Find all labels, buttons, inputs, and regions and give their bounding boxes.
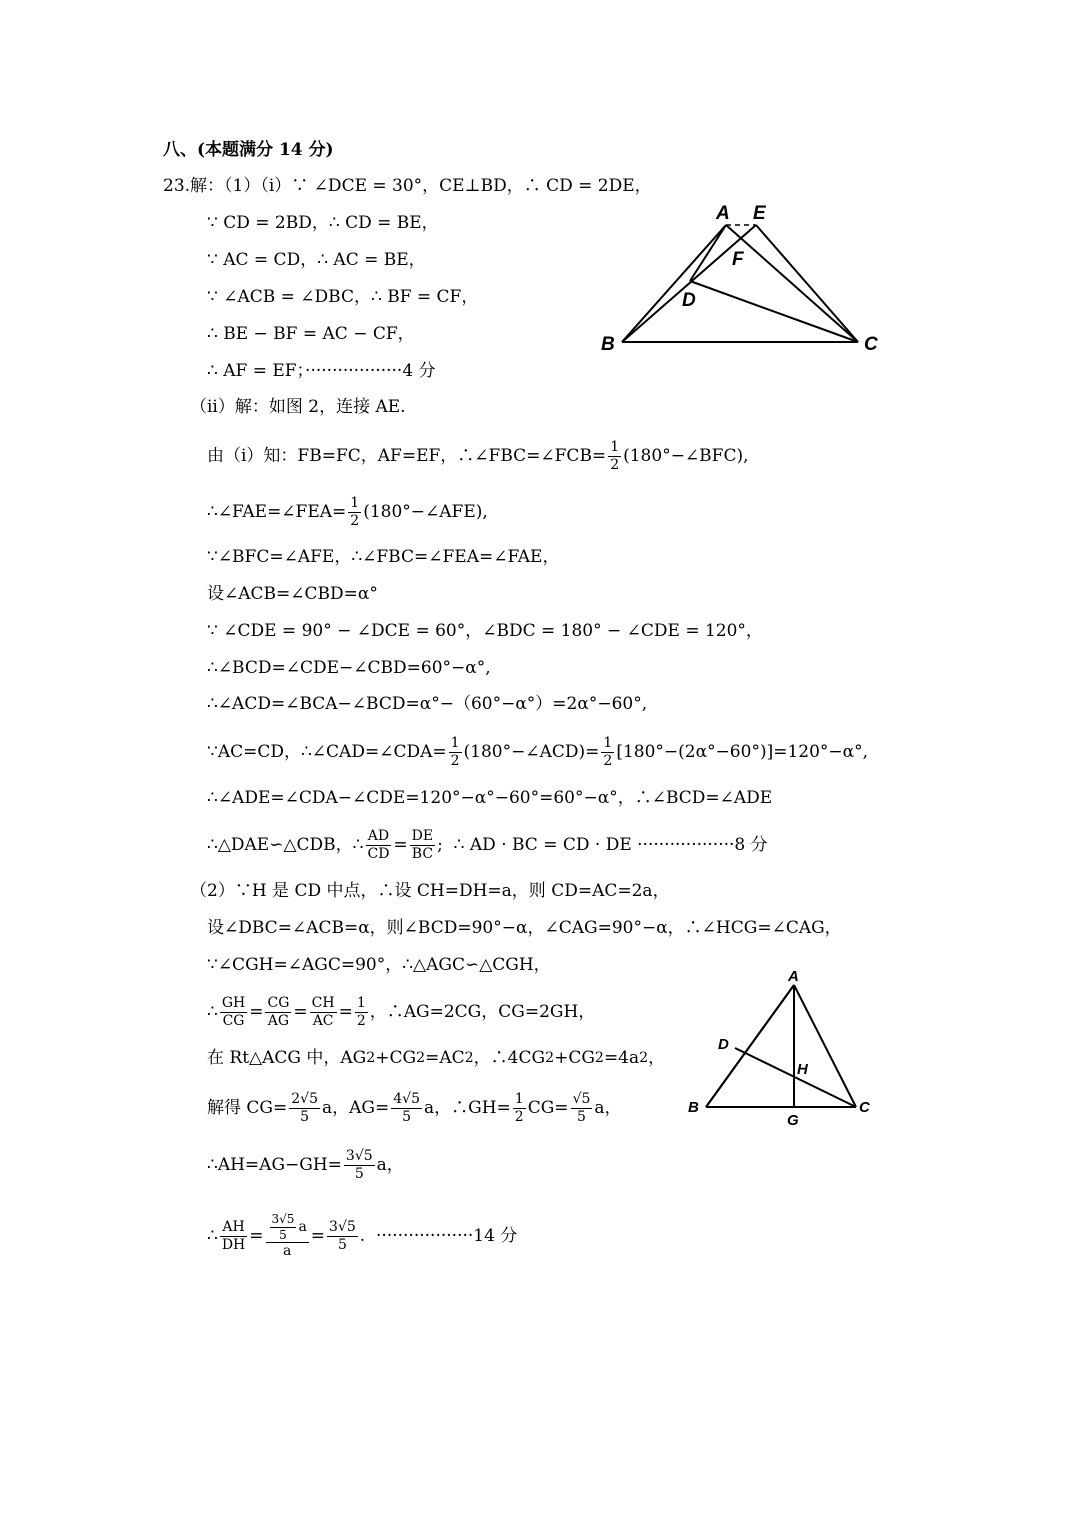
label-f: F	[732, 249, 744, 270]
denominator: AG	[267, 1012, 290, 1029]
p1-line-15	[207, 730, 868, 774]
p2-line-3-text: ∵∠CGH=∠AGC=90°，∴△AGC∽△CGH，	[207, 955, 551, 975]
equals: =	[249, 1226, 264, 1246]
denominator: CG	[222, 1012, 245, 1029]
numerator: 1	[350, 494, 360, 511]
label-a: A	[716, 203, 730, 224]
denominator: 5	[279, 1227, 287, 1242]
p2-line-2	[207, 916, 842, 940]
section-title-text: 八、(本题满分 14 分)	[163, 140, 334, 160]
segment-ac	[726, 225, 858, 342]
p2-line-7-a: ∴AH=AG−GH=	[207, 1155, 342, 1175]
label-c: C	[859, 1099, 870, 1116]
p2-line-5-d: ，∴4CG	[473, 1048, 546, 1068]
p1-line-14	[207, 692, 647, 716]
segment-ac	[794, 985, 856, 1107]
figure-2-triangle	[680, 965, 880, 1130]
p2-line-5-c: =AC	[425, 1048, 465, 1068]
p1-line-3-text: ∵ AC = CD，∴ AC = BE，	[207, 250, 426, 270]
p1-line-9-b: (180°−∠AFE),	[363, 502, 488, 522]
p2-line-8-d: . ··················14 分	[359, 1226, 518, 1246]
segment-dc	[735, 1048, 856, 1107]
label-c: C	[864, 334, 878, 355]
p1-line-4	[207, 285, 478, 309]
equals: =	[338, 1002, 353, 1022]
p2-line-7	[207, 1143, 404, 1187]
p1-line-15-c: [180°−(2α°−60°)]=120°−α°,	[616, 742, 869, 762]
p1-line-11-text: 设∠ACB=∠CBD=α°	[207, 584, 378, 604]
fraction-half	[449, 736, 462, 768]
denominator: 2	[514, 1108, 524, 1125]
p1-line-10	[207, 545, 559, 569]
p2-line-6-a: 解得 CG=	[207, 1098, 288, 1118]
superscript: 2	[545, 1050, 555, 1066]
section-title	[163, 138, 334, 162]
superscript: 2	[416, 1050, 426, 1066]
segment-be	[622, 225, 756, 342]
compound-denominator: a	[282, 1243, 292, 1260]
fraction-cg-ag	[265, 996, 291, 1028]
numerator: CG	[267, 994, 290, 1011]
p2-line-6-c: a，∴GH=	[424, 1098, 511, 1118]
p2-line-6-d: CG=	[527, 1098, 569, 1118]
label-b: B	[688, 1099, 699, 1116]
fraction-2r5-5	[289, 1092, 320, 1124]
p2-line-5-a: 在 Rt△ACG 中，AG	[207, 1048, 367, 1068]
p1-line-8-b: (180°−∠BFC),	[623, 446, 749, 466]
p2-line-5-g: ，	[648, 1048, 666, 1068]
fraction-one-half	[513, 1092, 526, 1124]
denominator: DH	[221, 1236, 246, 1253]
p1-line-2-text: ∵ CD = 2BD，∴ CD = BE，	[207, 213, 439, 233]
equals: =	[293, 1002, 308, 1022]
p1-line-5-text: ∴ BE − BF = AC − CF，	[207, 324, 415, 344]
fraction-ad-cd	[365, 829, 391, 861]
p1-line-7-text: （ii）解：如图 2，连接 AE.	[190, 397, 406, 417]
denominator: 5	[577, 1108, 586, 1125]
numerator: DE	[411, 827, 434, 844]
p1-line-4-text: ∵ ∠ACB = ∠DBC，∴ BF = CF，	[207, 287, 479, 307]
label-d: D	[682, 290, 696, 311]
variable-a: a	[298, 1218, 307, 1235]
superscript: 2	[464, 1050, 474, 1066]
label-b: B	[601, 334, 615, 355]
p2-line-5	[207, 1046, 665, 1070]
fraction-3r5-5	[344, 1149, 375, 1181]
label-h: H	[797, 1061, 808, 1078]
denominator: 2	[356, 1012, 366, 1029]
numerator: 3√5	[329, 1218, 356, 1235]
p1-line-17-c: ; ∴ AD · BC = CD · DE ··················8 分	[437, 835, 768, 855]
numerator: 4√5	[393, 1090, 420, 1107]
p1-line-13-text: ∴∠BCD=∠CDE−∠CBD=60°−α°,	[207, 658, 491, 678]
numerator: 1	[514, 1090, 524, 1107]
compound-fraction	[266, 1213, 309, 1259]
p2-line-3	[207, 953, 551, 977]
p1-line-14-text: ∴∠ACD=∠BCA−∠BCD=α°−（60°−α°）=2α°−60°,	[207, 694, 648, 714]
p1-line-12-text: ∵ ∠CDE = 90° − ∠DCE = 60°，∠BDC = 180° − ∠CDE = 120°，	[207, 621, 763, 641]
p2-line-1-text: （2）∵H 是 CD 中点，∴设 CH=DH=a，则 CD=AC=2a，	[190, 881, 670, 901]
label-g: G	[787, 1112, 799, 1129]
p1-line-5	[207, 322, 415, 346]
p2-line-1	[190, 879, 670, 903]
denominator: 5	[337, 1236, 347, 1253]
fraction-half	[608, 440, 621, 472]
p2-line-6-e: a，	[594, 1098, 622, 1118]
p1-line-1	[163, 174, 652, 198]
equals: =	[393, 835, 408, 855]
denominator: 5	[354, 1165, 364, 1182]
p2-line-2-text: 设∠DBC=∠ACB=α，则∠BCD=90°−α，∠CAG=90°−α，∴∠HCG=∠CAG，	[207, 918, 842, 938]
equals: =	[310, 1226, 326, 1246]
segment-ba	[622, 225, 726, 342]
numerator: AD	[367, 827, 390, 844]
denominator: 2	[350, 512, 360, 529]
p1-line-15-a: ∵AC=CD，∴∠CAD=∠CDA=	[207, 742, 447, 762]
p2-line-6	[207, 1086, 622, 1130]
p1-line-6	[207, 359, 436, 383]
p1-line-17	[207, 823, 768, 867]
segment-dc	[690, 281, 858, 342]
p2-line-5-f: =4a	[603, 1048, 640, 1068]
p1-line-3	[207, 248, 426, 272]
denominator: BC	[411, 845, 434, 862]
p1-line-17-a: ∴△DAE∽△CDB，∴	[207, 835, 364, 855]
fraction-r5-5	[571, 1092, 593, 1124]
segment-ad	[690, 225, 726, 281]
numerator: 1	[610, 438, 620, 455]
p2-line-5-b: +CG	[375, 1048, 417, 1068]
p2-line-5-e: +CG	[554, 1048, 595, 1068]
p2-line-4-e: ，∴AG=2CG，CG=2GH，	[369, 1002, 596, 1022]
p2-line-4	[207, 990, 595, 1034]
fraction-4r5-5	[391, 1092, 422, 1124]
denominator: 2	[450, 752, 460, 769]
p1-line-10-text: ∵∠BFC=∠AFE，∴∠FBC=∠FEA=∠FAE，	[207, 547, 560, 567]
superscript: 2	[594, 1050, 604, 1066]
p1-line-13	[207, 656, 491, 680]
equals: =	[249, 1002, 264, 1022]
numerator: CH	[311, 994, 335, 1011]
fraction-ah-dh	[220, 1220, 247, 1252]
numerator: 1	[603, 734, 613, 751]
p1-line-9-a: ∴∠FAE=∠FEA=	[207, 502, 347, 522]
numerator: GH	[221, 994, 246, 1011]
denominator: 2	[610, 456, 620, 473]
p1-line-8	[207, 434, 749, 478]
numerator: AH	[222, 1218, 245, 1235]
label-e: E	[753, 203, 766, 224]
superscript: 2	[639, 1050, 649, 1066]
fraction-gh-cg	[220, 996, 247, 1028]
numerator: 3√5	[271, 1212, 295, 1227]
fraction-half	[348, 496, 361, 528]
p2-line-4-a: ∴	[207, 1002, 218, 1022]
numerator: √5	[572, 1090, 591, 1107]
compound-numerator	[266, 1213, 309, 1243]
superscript: 2	[366, 1050, 376, 1066]
numerator: 1	[356, 994, 366, 1011]
p2-line-7-b: a，	[376, 1155, 404, 1175]
denominator: 5	[402, 1108, 412, 1125]
fraction-3r5-5	[270, 1213, 297, 1241]
p1-line-9	[207, 490, 488, 534]
p1-line-7	[190, 395, 406, 419]
p1-line-15-b: (180°−∠ACD)=	[463, 742, 600, 762]
denominator: CD	[367, 845, 390, 862]
label-a: A	[788, 968, 799, 985]
fraction-ch-ac	[310, 996, 337, 1028]
fraction-de-bc	[410, 829, 435, 861]
denominator: AC	[312, 1012, 334, 1029]
fraction-3r5-5	[327, 1220, 358, 1252]
p1-line-6-text: ∴ AF = EF；··················4 分	[207, 361, 436, 381]
p1-line-16-text: ∴∠ADE=∠CDA−∠CDE=120°−α°−60°=60°−α°，∴∠BCD=∠ADE	[207, 788, 773, 808]
label-d: D	[718, 1036, 729, 1053]
p1-line-8-a: 由（i）知：FB=FC，AF=EF，∴∠FBC=∠FCB=	[207, 446, 607, 466]
fraction-half	[601, 736, 614, 768]
p2-line-8	[207, 1205, 517, 1267]
numerator: 2√5	[291, 1090, 318, 1107]
p1-line-2	[207, 211, 439, 235]
figure-1-triangle	[590, 195, 890, 360]
p1-line-1-text: 23.解：（1）（i）∵ ∠DCE = 30°，CE⊥BD，∴ CD = 2DE，	[163, 176, 652, 196]
p2-line-8-a: ∴	[207, 1226, 218, 1246]
numerator: 3√5	[345, 1147, 373, 1164]
p1-line-16	[207, 786, 772, 810]
p2-line-6-b: a，AG=	[322, 1098, 390, 1118]
p1-line-11	[207, 582, 378, 606]
numerator: 1	[450, 734, 460, 751]
fraction-one-half	[355, 996, 368, 1028]
p1-line-12	[207, 619, 763, 643]
denominator: 5	[300, 1108, 310, 1125]
denominator: 2	[603, 752, 613, 769]
